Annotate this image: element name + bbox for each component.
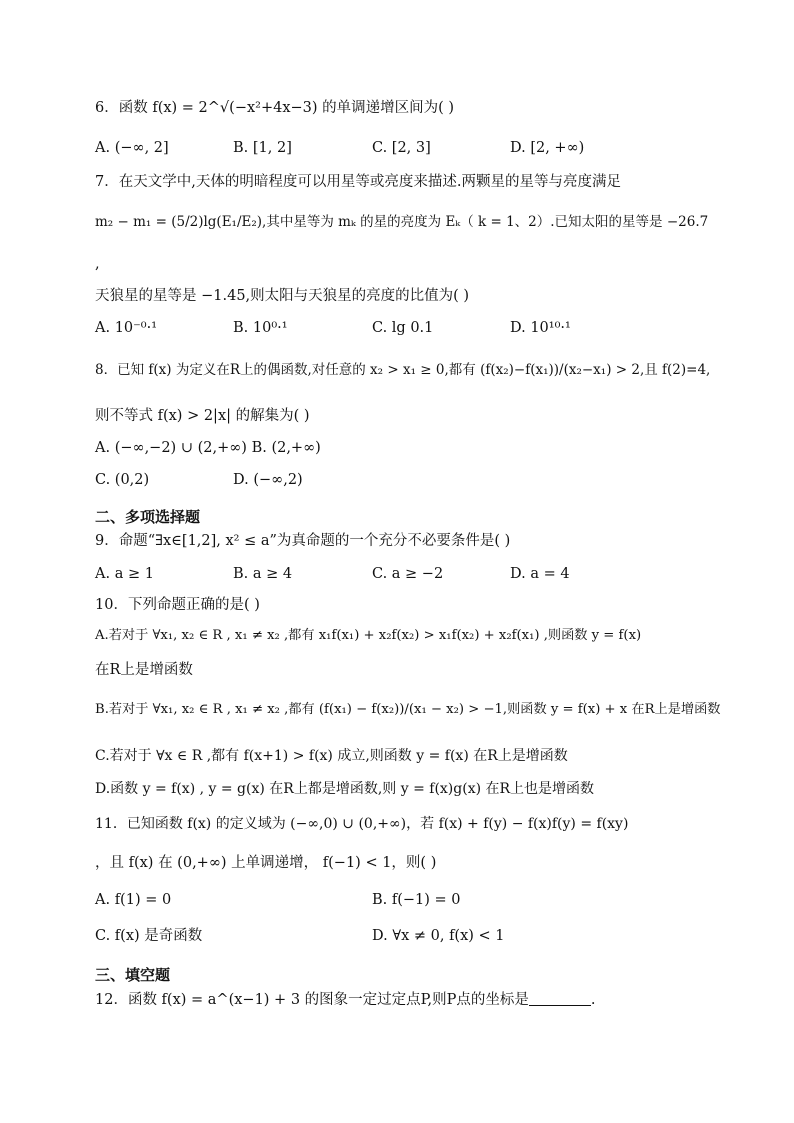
q7-comma: , bbox=[95, 256, 100, 272]
q7-line3: 天狼星的星等是 −1.45,则太阳与天狼星的亮度的比值为( ) bbox=[95, 288, 470, 304]
answer-blank[interactable] bbox=[529, 991, 591, 1006]
q9-option-a: A. a ≥ 1 bbox=[95, 566, 154, 582]
q9-stem: 9．命题“∃x∈[1,2], x² ≤ a”为真命题的一个充分不必要条件是( ) bbox=[95, 533, 511, 549]
q8-options-ab: A. (−∞,−2) ∪ (2,+∞) B. (2,+∞) bbox=[95, 440, 321, 456]
q11-line2: ，且 f(x) 在 (0,+∞) 上单调递增， f(−1) < 1，则( ) bbox=[95, 855, 437, 871]
q7-line1: 7．在天文学中,天体的明暗程度可以用星等或亮度来描述.两颗星的星等与亮度满足 bbox=[95, 174, 621, 190]
section-heading-fill-in: 三、填空题 bbox=[95, 966, 171, 984]
q10-option-c: C.若对于 ∀x ∈ R ,都有 f(x+1) > f(x) 成立,则函数 y = f(x) 在R上是增函数 bbox=[95, 748, 568, 764]
q10-option-a-line1: A.若对于 ∀x₁, x₂ ∈ R , x₁ ≠ x₂ ,都有 x₁f(x₁) + x₂f(x₂) > x₁f(x₂) + x₂f(x₁) ,则函数 y = f(x) bbox=[95, 628, 642, 643]
q10-option-b: B.若对于 ∀x₁, x₂ ∈ R , x₁ ≠ x₂ ,都有 (f(x₁) − f(x₂))/(x₁ − x₂) > −1,则函数 y = f(x) + x 在R上是增函数 bbox=[95, 702, 721, 717]
q7-option-c: C. lg 0.1 bbox=[372, 320, 434, 336]
section-heading-multiple-choice: 二、多项选择题 bbox=[95, 508, 201, 526]
q7-line2: m₂ − m₁ = (5/2)lg(E₁/E₂),其中星等为 mₖ 的星的亮度为 Eₖ（ k = 1、2）.已知太阳的星等是 −26.7 bbox=[95, 214, 709, 230]
q8-line1: 8．已知 f(x) 为定义在R上的偶函数,对任意的 x₂ > x₁ ≥ 0,都有 (f(x₂)−f(x₁))/(x₂−x₁) > 2,且 f(2)=4, bbox=[95, 362, 711, 378]
q6-option-d: D. [2, +∞) bbox=[510, 140, 585, 156]
q10-stem: 10．下列命题正确的是( ) bbox=[95, 597, 260, 613]
q6-stem: 6．函数 f(x) = 2^√(−x²+4x−3) 的单调递增区间为( ) bbox=[95, 100, 455, 116]
q12-stem: 12．函数 f(x) = a^(x−1) + 3 的图象一定过定点P,则P点的坐标是 bbox=[95, 992, 529, 1008]
q6-option-c: C. [2, 3] bbox=[372, 140, 431, 156]
q7-option-d: D. 10¹⁰·¹ bbox=[510, 320, 571, 336]
q10-option-d: D.函数 y = f(x) , y = g(x) 在R上都是增函数,则 y = f(x)g(x) 在R上也是增函数 bbox=[95, 781, 595, 797]
q7-option-a: A. 10⁻⁰·¹ bbox=[95, 320, 158, 336]
q8-option-d: D. (−∞,2) bbox=[233, 472, 303, 488]
q12-period: . bbox=[590, 992, 596, 1008]
q11-option-c: C. f(x) 是奇函数 bbox=[95, 928, 203, 944]
q10-option-a-line2: 在R上是增函数 bbox=[95, 662, 193, 678]
q9-option-b: B. a ≥ 4 bbox=[233, 566, 293, 582]
q12-stem-row bbox=[95, 990, 595, 1010]
q6-option-a: A. (−∞, 2] bbox=[95, 140, 169, 156]
q6-option-b: B. [1, 2] bbox=[233, 140, 292, 156]
q8-option-c: C. (0,2) bbox=[95, 472, 150, 488]
q9-option-c: C. a ≥ −2 bbox=[372, 566, 444, 582]
q11-option-d: D. ∀x ≠ 0, f(x) < 1 bbox=[372, 928, 505, 944]
q7-option-b: B. 10⁰·¹ bbox=[233, 320, 288, 336]
q11-option-b: B. f(−1) = 0 bbox=[372, 892, 461, 908]
q11-option-a: A. f(1) = 0 bbox=[95, 892, 172, 908]
q9-option-d: D. a = 4 bbox=[510, 566, 570, 582]
q8-line2: 则不等式 f(x) > 2|x| 的解集为( ) bbox=[95, 408, 310, 424]
q11-line1: 11．已知函数 f(x) 的定义域为 (−∞,0) ∪ (0,+∞)，若 f(x) + f(y) − f(x)f(y) = f(xy) bbox=[95, 816, 629, 832]
